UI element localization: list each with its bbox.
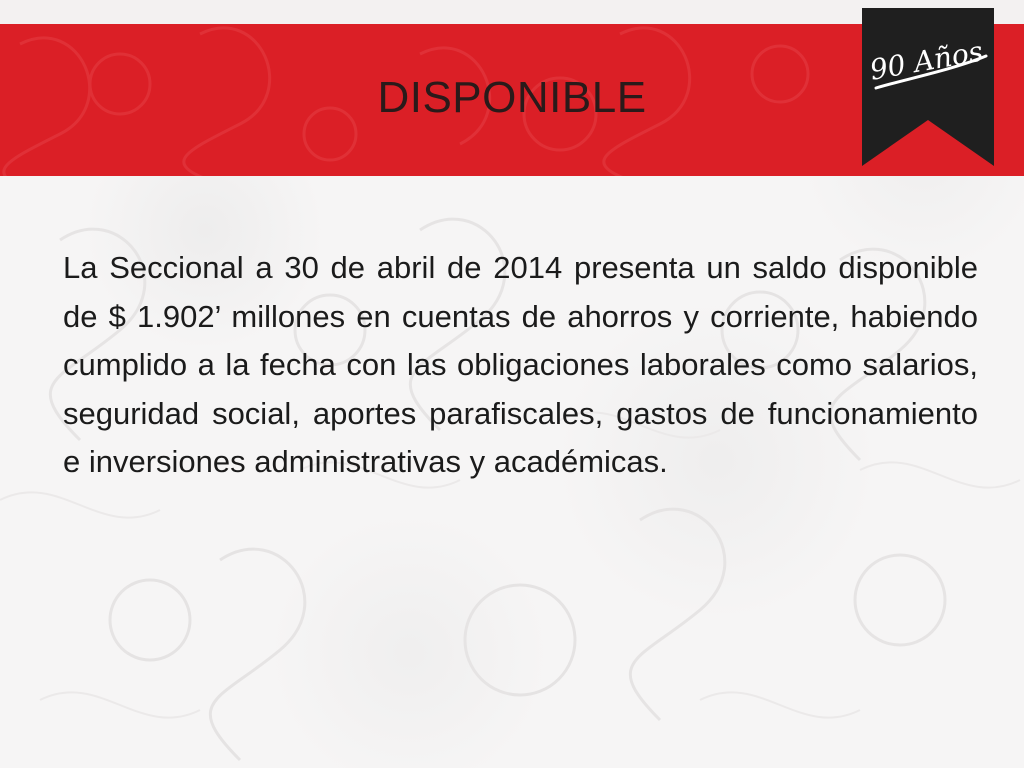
body-paragraph: La Seccional a 30 de abril de 2014 presenta un saldo disponible de $ 1.902’ millones en cuentas de ahorros y corriente, habiendo cumplido a la fecha con las obligaciones laborales como salarios, seguridad social, aportes parafiscales, gastos de funcionamiento e inversiones administrativas y académicas. [63, 250, 978, 479]
slide-title: DISPONIBLE [377, 73, 647, 122]
anniversary-ribbon-badge [862, 8, 994, 166]
anniversary-badge-text: 90 Años [867, 34, 986, 87]
